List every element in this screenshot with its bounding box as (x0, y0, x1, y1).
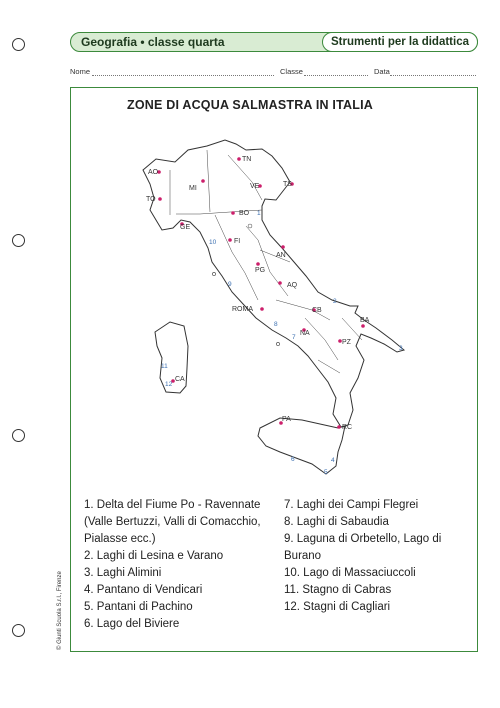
date-label: Data (374, 67, 390, 76)
lagoon-number: 2 (333, 298, 337, 305)
lagoon-number: 6 (291, 456, 295, 463)
legend-item: Pialasse ecc.) (84, 533, 156, 545)
copyright-note: © Giunti Scuola S.r.l., Firenze (57, 571, 63, 650)
city-label: AQ (287, 282, 298, 289)
subject-label: Geografia • classe quarta (81, 35, 225, 49)
city-label: VE (250, 183, 260, 190)
name-label: Nome (70, 67, 91, 76)
legend-item: 4. Pantano di Vendicari (84, 584, 203, 596)
legend-item: 10. Lago di Massaciuccoli (284, 567, 416, 579)
legend-right (284, 497, 441, 616)
city-label: TO (146, 196, 156, 203)
city-label: PG (255, 267, 266, 274)
legend-item: 1. Delta del Fiume Po - Ravennate (84, 499, 261, 511)
lagoon-number: 8 (274, 321, 278, 328)
lagoon-number: 7 (292, 334, 296, 341)
legend-item: (Valle Bertuzzi, Valli di Comacchio, (84, 516, 261, 528)
city-label: RC (342, 424, 353, 431)
city-label: TN (242, 156, 252, 163)
legend-item: 6. Lago del Biviere (84, 618, 180, 630)
city-label: FI (234, 238, 241, 245)
region-borders (170, 150, 362, 373)
lagoon-number: 1 (257, 210, 261, 217)
series-label: Strumenti per la didattica (322, 32, 478, 52)
lagoon-number: 9 (228, 281, 232, 288)
city-label: PA (282, 416, 291, 423)
legend-item: 11. Stagno di Cabras (284, 584, 392, 596)
city-label: AN (276, 252, 286, 259)
legend-item: 5. Pantani di Pachino (84, 601, 193, 613)
city-label: CA (175, 376, 185, 383)
city-label: BA (360, 317, 370, 324)
city-label: CB (312, 307, 322, 314)
legend-item: 3. Laghi Alimini (84, 567, 162, 579)
mainland-outline (143, 140, 404, 427)
city-label: NA (300, 330, 310, 337)
legend-item: 12. Stagni di Cagliari (284, 601, 391, 613)
lagoon-number: 3 (399, 345, 403, 352)
legend-item: 9. Laguna di Orbetello, Lago di (284, 533, 442, 545)
city-label: ROMA (232, 306, 253, 313)
city-label: PZ (342, 339, 351, 346)
map-title: ZONE DI ACQUA SALMASTRA IN ITALIA (127, 98, 373, 112)
lagoon-numbers (161, 210, 403, 476)
lagoon-number: 11 (161, 363, 168, 370)
city-labels (146, 156, 370, 431)
legend-left (84, 497, 261, 633)
city-label: MI (189, 185, 197, 192)
city-label: AO (148, 169, 159, 176)
sicily-outline (258, 418, 345, 474)
legend-item: 2. Laghi di Lesina e Varano (84, 550, 224, 562)
city-label: TS (283, 181, 292, 188)
city-label: GE (180, 224, 191, 231)
lagoon-number: 4 (331, 457, 335, 464)
lagoon-number: 5 (324, 469, 328, 476)
city-label: BO (239, 210, 250, 217)
lagoon-number: 12 (165, 381, 173, 388)
legend-item: 8. Laghi di Sabaudia (284, 516, 389, 528)
legend-item: Burano (284, 550, 322, 562)
class-label: Classe (280, 67, 303, 76)
legend-item: 7. Laghi dei Campi Flegrei (284, 499, 419, 511)
lagoon-number: 10 (209, 239, 217, 246)
